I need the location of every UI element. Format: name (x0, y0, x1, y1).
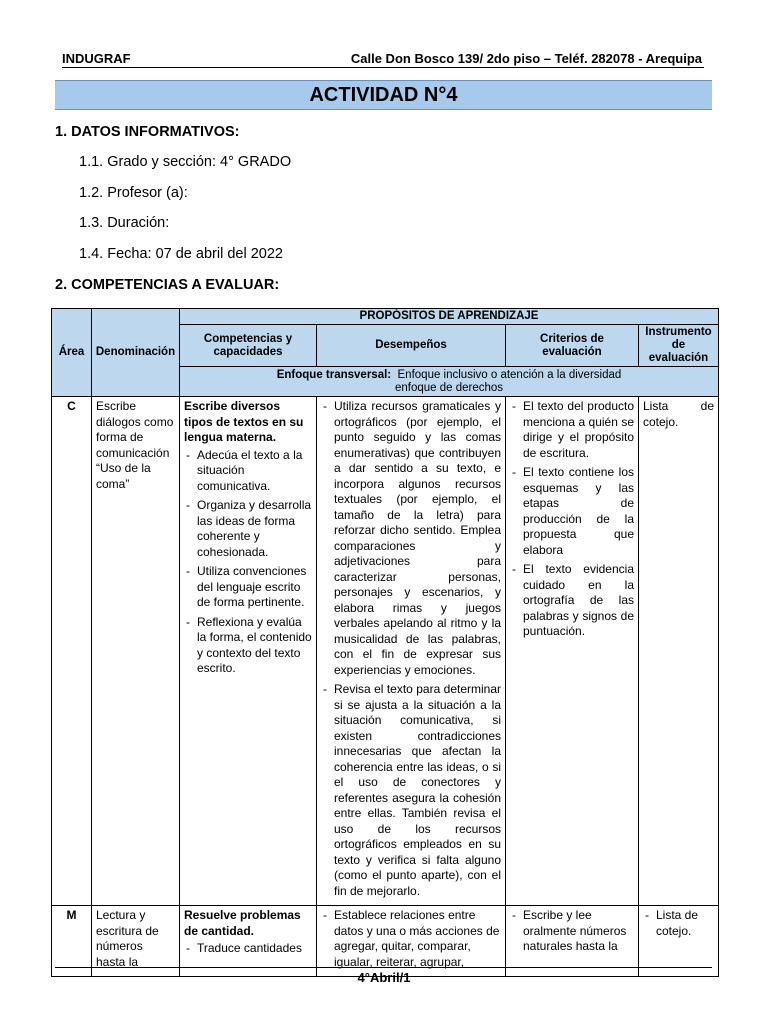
section1-heading: 1. DATOS INFORMATIVOS: (55, 124, 240, 140)
enfoque-text: Enfoque inclusivo o atención a la diversidad (397, 368, 622, 381)
row-desempenos (317, 397, 506, 906)
row-denominacion: Lectura y escritura de números hasta la (92, 906, 180, 977)
list-item: - Utiliza recursos gramaticales y ortográficos (por ejemplo, el punto seguido y las comas enumerativas) que contribuyen a dar sentido a su texto, e incorpora algunos recursos textuales (por ejemplo, el tamaño de la letra) para reforzar dicho sentido. Emplea comparaciones y adjetivaciones para caracterizar personas, personajes y escenarios, y elabora rimas y juegos verbales apelando al ritmo y la musicalidad de las palabras, con el fin de expresar sus experiencias y emociones. (321, 399, 501, 678)
page-title: ACTIVIDAD N°4 (55, 80, 712, 110)
table-row (52, 906, 719, 977)
header-propositos: PROPÓSITOS DE APRENDIZAJE (180, 309, 719, 325)
page-header (62, 50, 704, 68)
header-competencias: Competencias y capacidades (180, 325, 317, 367)
row-criterios (506, 397, 639, 906)
header-area: Área (52, 309, 92, 397)
list-item: - Organiza y desarrolla las ideas de forma coherente y cohesionada. (184, 498, 312, 560)
competencias-table (51, 308, 719, 977)
row-instrumento: Lista de cotejo. (639, 397, 719, 906)
table-row (52, 397, 719, 906)
row-denominacion: Escribe diálogos como forma de comunicación “Uso de la coma” (92, 397, 180, 906)
enfoque-text2: enfoque de derechos (394, 381, 504, 394)
info-duracion: 1.3. Duración: (79, 215, 170, 231)
row-area: M (52, 906, 92, 977)
list-item: - El texto del producto menciona a quién se dirige y el propósito de escritura. (510, 399, 634, 461)
footer-divider (55, 967, 712, 968)
row-instrumento (639, 906, 719, 977)
enfoque-label: Enfoque transversal: (276, 368, 392, 381)
row-competencias (180, 906, 317, 977)
enfoque-transversal (180, 367, 719, 397)
competencia-title: Escribe diversos tipos de textos en su lengua materna. (184, 399, 304, 444)
page-footer: 4°Abril/1 (357, 970, 411, 985)
header-company: INDUGRAF (62, 51, 131, 66)
row-competencias (180, 397, 317, 906)
list-item: - Traduce cantidades (184, 941, 312, 957)
list-item: - Escribe y lee oralmente números naturales hasta la (510, 908, 634, 955)
list-item: - Lista de cotejo. (643, 908, 714, 939)
row-area: C (52, 397, 92, 906)
header-instrumento: Instrumento de evaluación (639, 325, 719, 367)
list-item: - El texto evidencia cuidado en la ortografía de las palabras y signos de puntuación. (510, 562, 634, 640)
competencia-title: Resuelve problemas de cantidad. (184, 908, 301, 938)
info-grado: 1.1. Grado y sección: 4° GRADO (79, 154, 292, 170)
header-criterios: Criterios de evaluación (506, 325, 639, 367)
info-profesor: 1.2. Profesor (a): (79, 185, 188, 201)
header-denominacion: Denominación (92, 309, 180, 397)
list-item: - Reflexiona y evalúa la forma, el contenido y contexto del texto escrito. (184, 615, 312, 677)
list-item: - Utiliza convenciones del lenguaje escrito de forma pertinente. (184, 564, 312, 611)
section2-heading: 2. COMPETENCIAS A EVALUAR: (55, 277, 280, 293)
header-desempenos: Desempeños (317, 325, 506, 367)
list-item: - El texto contiene los esquemas y las etapas de producción de la propuesta que elabora (510, 465, 634, 558)
list-item: - Adecúa el texto a la situación comunicativa. (184, 448, 312, 495)
list-item: - Revisa el texto para determinar si se ajusta a la situación a la situación comunicativa, si existen contradicciones innecesarias que afectan la coherencia entre las ideas, o si el uso de conectores y referentes asegura la cohesión entre ellas. También revisa el uso de los recursos ortográficos empleados en su texto y verifica si falta alguno (como el punto aparte), con el fin de mejorarlo. (321, 682, 501, 899)
header-address: Calle Don Bosco 139/ 2do piso – Teléf. 282078 - Arequipa (350, 51, 702, 66)
list-item: - Establece relaciones entre datos y una o más acciones de agregar, quitar, comparar, igualar, reiterar, agrupar, (321, 908, 501, 970)
info-fecha: 1.4. Fecha: 07 de abril del 2022 (79, 246, 283, 262)
row-desempenos (317, 906, 506, 977)
row-criterios (506, 906, 639, 977)
